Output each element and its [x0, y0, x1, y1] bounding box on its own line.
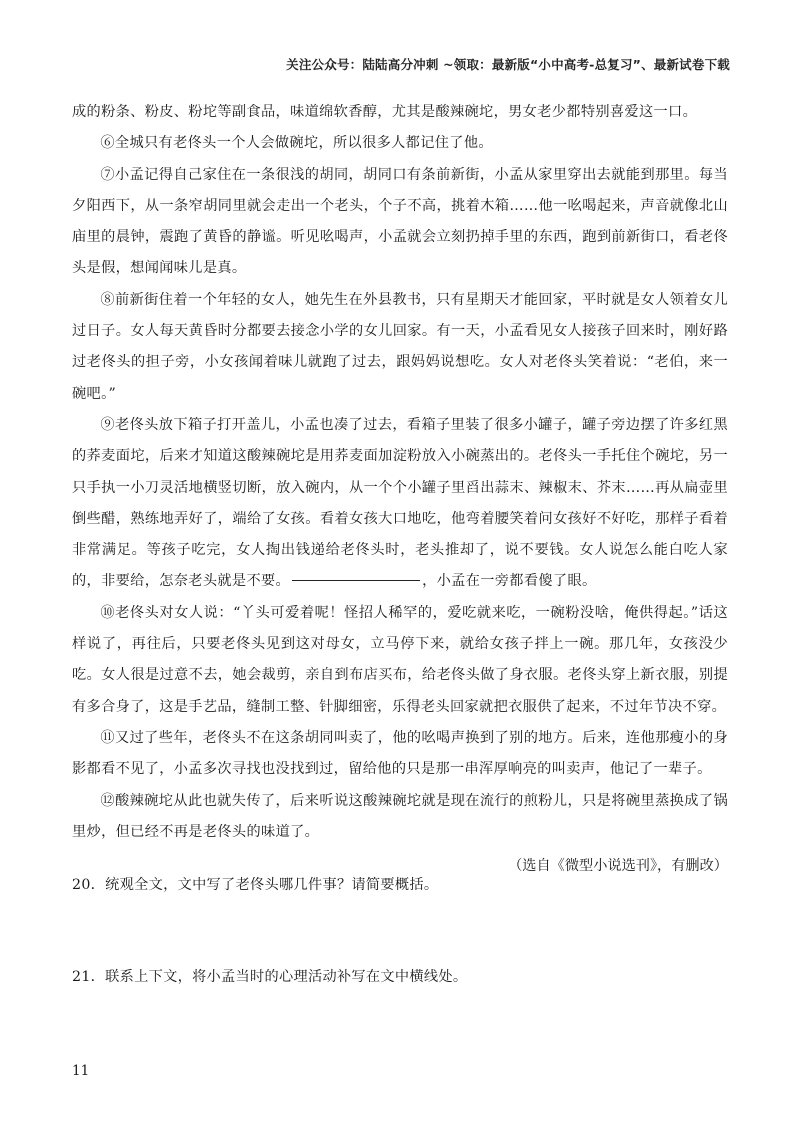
paragraph-7: ⑦小孟记得自己家住在一条很浅的胡同，胡同口有条前新街，小孟从家里穿出去就能到那里。每当夕阳西下，从一条窄胡同里就会走出一个老头，个子不高，挑着木箱……他一吆喝起来，声音就像北山庙里的晨钟，震跑了黄昏的静谧。听见吆喝声，小孟就会立刻扔掉手里的东西，跑到前新街口，看老佟头是假，想闻闻味儿是真。 — [72, 166, 728, 277]
paragraph-9 — [72, 410, 728, 598]
paragraph-11: ⑪又过了些年，老佟头不在这条胡同叫卖了，他的吆喝声换到了别的地方。后来，连他那瘦小的身影都看不见了，小孟多次寻找也没找到过，留给他的只是那一串浑厚响亮的叫卖声，他记了一辈子。 — [72, 729, 728, 778]
question-21: 21．联系上下文，将小孟当时的心理活动补写在文中横线处。 — [72, 969, 468, 985]
source-citation: （选自《微型小说选刊》，有删改） — [508, 858, 728, 875]
paragraph-continuation: 成的粉条、粉皮、粉坨等副食品，味道绵软香醇，尤其是酸辣碗坨，男女老少都特别喜爱这一口。 — [72, 104, 698, 120]
article-body — [72, 97, 728, 882]
paragraph-9-text: ⑨老佟头放下箱子打开盖儿，小孟也凑了过去，看箱子里装了很多小罐子，罐子旁边摆了许多红黑的荞麦面坨，后来才知道这酸辣碗坨是用荞麦面加淀粉放入小碗蒸出的。老佟头一手托住个碗坨，另一只手执一小刀灵活地横竖切断，放入碗内，从一个个小罐子里舀出蒜末、辣椒末、芥末……再从扁壶里倒些醋，熟练地弄好了，端给了女孩。看着女孩大口地吃，他弯着腰笑着问女孩好不好吃，那样子看着非常满足。等孩子吃完，女人掏出钱递给老佟头时，老头推却了，说不要钱。女人说怎么能白吃人家的，非要给，怎奈老头就是不要。 — [72, 416, 728, 590]
fill-in-blank-line — [292, 579, 420, 581]
paragraph-12: ⑫酸辣碗坨从此也就失传了，后来听说这酸辣碗坨就是现在流行的煎粉儿，只是将碗里蒸换成了锅里炒，但已经不再是老佟头的味道了。 — [72, 792, 728, 840]
page-number: 11 — [72, 1063, 90, 1079]
paragraph-6: ⑥全城只有老佟头一个人会做碗坨，所以很多人都记住了他。 — [100, 135, 493, 152]
question-20: 20．统观全文，文中写了老佟头哪几件事？请简要概括。 — [72, 877, 439, 893]
paragraph-10: ⑩老佟头对女人说：“丫头可爱着呢！怪招人稀罕的，爱吃就来吃，一碗粉没啥，俺供得起。”话这样说了，再往后，只要老佟头见到这对母女，立马停下来，就给女孩子拌上一碗。那几年，女孩没少吃。女人很是过意不去，她会裁剪，亲自到布店买布，给老佟头做了身衣服。老佟头穿上新衣服，别提有多合身了，这是手艺品，缝制工整、针脚细密，乐得老头回家就把衣服供了起来，不过年节决不穿。 — [72, 604, 728, 715]
paragraph-9-tail: ，小孟在一旁都看傻了眼。 — [422, 573, 597, 590]
page-header: 关注公众号：陆陆高分冲刺 ~领取：最新版“小中高考-总复习”、最新试卷下载 — [286, 57, 730, 72]
paragraph-8: ⑧前新街住着一个年轻的女人，她先生在外县教书，只有星期天才能回家，平时就是女人领着女儿过日子。女人每天黄昏时分都要去接念小学的女儿回家。有一天，小孟看见女人接孩子回来时，刚好路过老佟头的担子旁，小女孩闻着味儿就跑了过去，跟妈妈说想吃。女人对老佟头笑着说：“老伯，来一碗吧。” — [72, 291, 728, 402]
